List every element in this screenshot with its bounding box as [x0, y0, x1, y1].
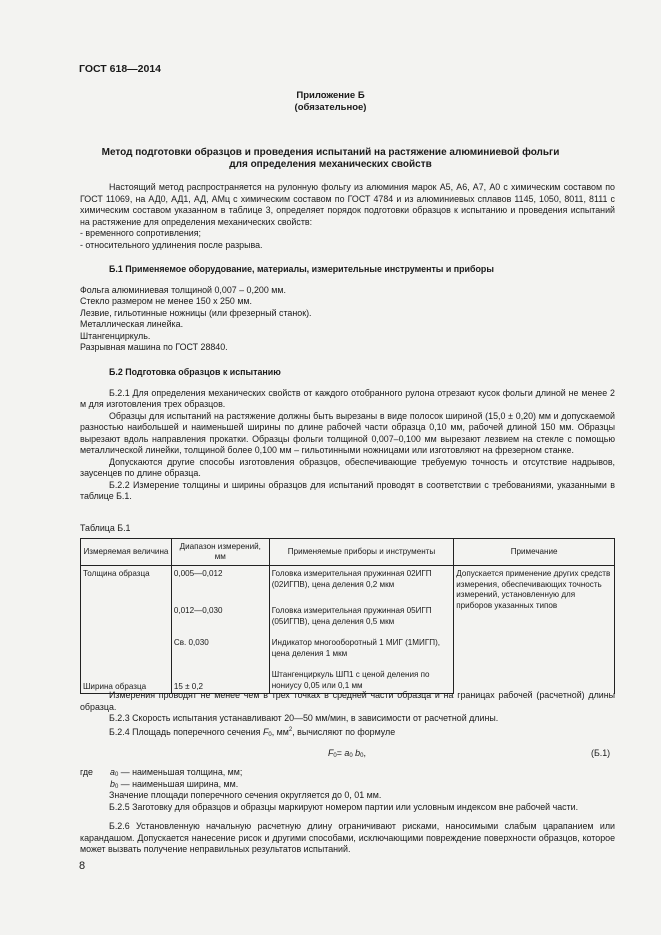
paragraph-b2-4: Б.2.4 Площадь поперечного сечения F0, $мм^2$, вычисляют по формуле [109, 726, 396, 738]
paragraph-rounding: Значение площади поперечного сечения округляется до 0, 01 мм. [109, 790, 382, 800]
intro-bullet-1: - временного сопротивления; [80, 228, 201, 238]
equipment-item: Стекло размером не менее 150 х 250 мм. [80, 296, 252, 306]
header-quantity: Измеряемая величина [81, 539, 172, 566]
section-b2 [80, 367, 615, 503]
paragraph-b2-5: Б.2.5 Заготовку для образцов и образцы маркируют номером партии или условным индексом вне рабочей части. [109, 801, 579, 812]
cell-devices: Головка измерительная пружинная 05ИГП (05ИГПВ), цена деления 0,5 мкм [269, 605, 454, 637]
document-code: ГОСТ 618—2014 [79, 63, 162, 75]
paragraph-measure-points: Измерения проводят не менее чем в трех точках в средней части образца и на границах рабочей (расчетной) длины образца. [80, 690, 615, 712]
section-b1-title: Б.1 Применяемое оборудование, материалы, измерительные инструменты и приборы [109, 264, 494, 274]
cell-quantity: Ширина образца [81, 669, 172, 694]
header-range: Диапазон измерений, мм [171, 539, 269, 566]
equipment-item: Штангенциркуль. [80, 330, 151, 341]
equipment-item: Фольга алюминиевая толщиной 0,007 – 0,200 мм. [80, 284, 286, 295]
formula: F0= a0 b0, [328, 748, 366, 759]
page-number: 8 [79, 860, 86, 872]
cell-quantity [81, 605, 172, 637]
formula-number: (Б.1) [591, 748, 611, 758]
method-title-line2: для определения механических свойств [229, 159, 432, 170]
section-b1 [80, 264, 615, 354]
table-b1 [80, 538, 615, 694]
header-note: Примечание [454, 539, 615, 566]
equipment-item: Металлическая линейка. [80, 319, 184, 329]
intro-paragraph: Настоящий метод распространяется на рулонную фольгу из алюминия марок А5, А6, А7, А0 с химическим составом по ГОСТ 11069, на АД0, АД1, АД, АМц с химическим составом по ГОСТ 4784 и из алюминиевых сплавов 1145, 1050, 8011, 8111 с химическим составом указанном в таблице 3, определяет порядок подготовки образцов к испытанию и проведения испытаний на растяжение для определения механических свойств: [80, 182, 615, 227]
paragraph-specimen-shape: Образцы для испытаний на растяжение должны быть вырезаны в виде полосок шириной (15,0 ± 0,20) мм и допускаемой разностью наибольшей и наименьшей ширины по длине рабочей части образца 0,10 мм, рабочей длиной 150 мм. Образцы вырезают вдоль направления прокатки. Образцы фольги толщиной 0,007–0,100 мм вырезают лезвием на стекле с помощью металлической линейки, толщиной более 0,100 мм – гильотинными ножницами или изготовляют на фрезерном станке. [80, 410, 615, 455]
equipment-item: Лезвие, гильотинные ножницы (или фрезерный станок). [80, 307, 312, 318]
cell-devices: Головка измерительная пружинная 02ИГП (02ИГПВ), цена деления 0,2 мкм [269, 566, 454, 606]
table-row [81, 566, 615, 606]
intro-bullet-2: - относительного удлинения после разрыва. [80, 239, 263, 250]
definition-a0: a0 — наименьшая толщина, мм; [110, 767, 243, 778]
cell-range: 0,012—0,030 [171, 605, 269, 637]
appendix-status: (обязательное) [294, 102, 367, 113]
cell-note: Допускается применение других средств измерения, обеспечивающих точность измерений, установленную для приборов указанных типов [454, 566, 615, 694]
cell-devices: Индикатор многооборотный 1 МИГ (1МИГП), цена деления 1 мкм [269, 637, 454, 669]
method-title-line1: Метод подготовки образцов и проведения испытаний на растяжение алюминиевой фольги [101, 147, 560, 158]
closing-block [80, 790, 615, 856]
table-caption: Таблица Б.1 [80, 523, 131, 533]
paragraph-other-methods: Допускаются другие способы изготовления образцов, обеспечивающие требуемую точность и отсутствие надрывов, заусенцев по длине образца. [80, 456, 615, 478]
cell-range: 15 ± 0,2 [171, 669, 269, 694]
table-header-row [81, 539, 615, 566]
method-title [60, 147, 601, 171]
section-b2-title: Б.2 Подготовка образцов к испытанию [109, 367, 281, 377]
intro-block [80, 182, 615, 251]
cell-quantity [81, 637, 172, 669]
paragraph-b2-2: Б.2.2 Измерение толщины и ширины образцов для испытаний проводят в соответствии с требованиями, указанными в таблице Б.1. [80, 479, 615, 501]
paragraph-b2-3: Б.2.3 Скорость испытания устанавливают 20—50 мм/мин, в зависимости от расчетной длины. [109, 713, 499, 723]
where-word: где [80, 767, 93, 777]
cell-range: Св. 0,030 [171, 637, 269, 669]
equipment-item: Разрывная машина по ГОСТ 28840. [80, 342, 228, 352]
appendix-title: Приложение Б [296, 90, 365, 101]
header-devices: Применяемые приборы и инструменты [269, 539, 454, 566]
after-table-block [80, 690, 615, 741]
cell-quantity: Толщина образца [81, 566, 172, 606]
definition-b0: b0 — наименьшая ширина, мм. [110, 778, 239, 790]
cell-devices: Штангенциркуль ШП1 с ценой деления по нониусу 0,05 или 0,1 мм [269, 669, 454, 694]
paragraph-b2-1: Б.2.1 Для определения механических свойств от каждого отобранного рулона отрезают кусок фольги длиной не менее 2 м для изготовления трех образцов. [80, 387, 615, 409]
cell-range: 0,005—0,012 [171, 566, 269, 606]
paragraph-b2-6: Б.2.6 Установленную начальную расчетную длину ограничивают рисками, наносимыми слабым царапанием или карандашом. Допускается нанесение рисок и другими способами, исключающими повреждение поверхности образцов, которое может вызвать получение неправильных результатов испытаний. [80, 821, 615, 854]
